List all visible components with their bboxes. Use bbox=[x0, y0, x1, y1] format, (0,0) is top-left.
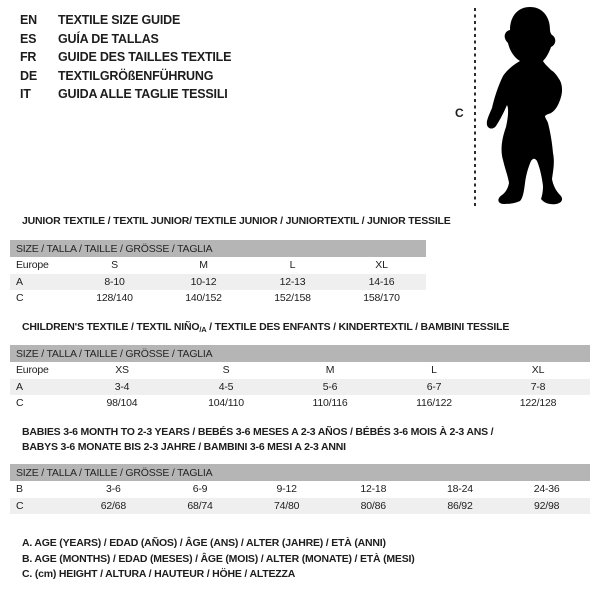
babies-title-line: BABIES 3-6 MONTH TO 2-3 YEARS / BEBÉS 3-6 MESES A 2-3 AÑOS / BÉBÉS 3-6 MOIS À 2-3 ANS / bbox=[22, 426, 494, 438]
value-cell: XS bbox=[115, 364, 129, 377]
height-dashed-line bbox=[474, 8, 476, 206]
value-cell: 5-6 bbox=[278, 379, 382, 396]
value-cell: 24-36 bbox=[533, 483, 560, 496]
row-label-cell: A bbox=[10, 274, 70, 291]
value-cell: 12-18 bbox=[360, 483, 387, 496]
size-header-cell: SIZE / TALLA / TAILLE / GRÖSSE / TAGLIA bbox=[10, 464, 590, 481]
language-code: DE bbox=[20, 68, 37, 83]
language-code: IT bbox=[20, 87, 31, 102]
height-measure-label: C bbox=[455, 106, 464, 120]
list-item bbox=[20, 67, 231, 86]
value-cell: L bbox=[431, 364, 437, 377]
guide-title: GUÍA DE TALLAS bbox=[58, 31, 159, 46]
value-cell: 80/86 bbox=[330, 498, 417, 515]
value-cell: 7-8 bbox=[486, 379, 590, 396]
table-row bbox=[10, 379, 590, 396]
row-label-cell: B bbox=[16, 483, 23, 496]
guide-title: GUIDA ALLE TAGLIE TESSILI bbox=[58, 87, 228, 102]
value-cell: 18-24 bbox=[447, 483, 473, 496]
babies-size-table bbox=[10, 464, 590, 514]
value-cell: M bbox=[199, 259, 208, 272]
children-title-part: / TEXTILE DES ENFANTS / KINDERTEXTIL / BAMBINI TESSILE bbox=[206, 321, 510, 333]
value-cell: 3-4 bbox=[70, 379, 174, 396]
value-cell: 86/92 bbox=[417, 498, 504, 515]
baby-silhouette-icon bbox=[486, 3, 596, 208]
value-cell: 128/140 bbox=[96, 292, 133, 305]
value-cell: 4-5 bbox=[174, 379, 278, 396]
value-cell: XL bbox=[375, 259, 388, 272]
value-cell: 10-12 bbox=[159, 274, 248, 291]
junior-size-table bbox=[10, 240, 426, 307]
value-cell: 158/170 bbox=[363, 292, 400, 305]
size-header-cell: SIZE / TALLA / TAILLE / GRÖSSE / TAGLIA bbox=[10, 345, 590, 362]
note-height-cm: C. (cm) HEIGHT / ALTURA / HAUTEUR / HÖHE / ALTEZZA bbox=[22, 568, 296, 581]
value-cell: 3-6 bbox=[106, 483, 121, 496]
value-cell: XL bbox=[531, 364, 545, 377]
note-age-years: A. AGE (YEARS) / EDAD (AÑOS) / ÂGE (ANS) / ALTER (JAHRE) / ETÀ (ANNI) bbox=[22, 537, 386, 549]
table-row bbox=[10, 274, 426, 291]
legend-notes bbox=[22, 536, 415, 583]
language-title-list bbox=[20, 11, 231, 104]
language-code: ES bbox=[20, 31, 37, 46]
value-cell: S bbox=[111, 259, 118, 272]
row-label-cell: Europe bbox=[16, 259, 49, 272]
value-cell: 98/104 bbox=[106, 397, 138, 410]
value-cell: 140/152 bbox=[185, 292, 222, 305]
value-cell: S bbox=[222, 364, 230, 377]
row-label-cell: C bbox=[16, 292, 24, 305]
value-cell: 9-12 bbox=[276, 483, 297, 496]
row-label-cell: C bbox=[10, 498, 70, 515]
table-row bbox=[10, 257, 426, 274]
list-item bbox=[20, 30, 231, 49]
row-label-cell: C bbox=[16, 397, 24, 410]
value-cell: 12-13 bbox=[248, 274, 337, 291]
table-row bbox=[10, 395, 590, 412]
value-cell: 68/74 bbox=[157, 498, 244, 515]
value-cell: 92/98 bbox=[503, 498, 590, 515]
value-cell: 6-7 bbox=[382, 379, 486, 396]
guide-title: TEXTILE SIZE GUIDE bbox=[58, 13, 181, 27]
size-header-cell: SIZE / TALLA / TAILLE / GRÖSSE / TAGLIA bbox=[10, 240, 426, 257]
value-cell: 6-9 bbox=[192, 483, 208, 496]
value-cell: 62/68 bbox=[70, 498, 157, 515]
list-item bbox=[20, 85, 231, 104]
children-table-title bbox=[22, 321, 509, 334]
value-cell: 110/116 bbox=[312, 397, 348, 410]
table-row bbox=[10, 240, 426, 257]
babies-table-title bbox=[22, 425, 493, 455]
value-cell: 74/80 bbox=[243, 498, 330, 515]
value-cell: 116/122 bbox=[416, 397, 452, 410]
language-code: FR bbox=[20, 50, 37, 65]
value-cell: L bbox=[289, 259, 296, 272]
row-label-cell: A bbox=[10, 379, 70, 396]
babies-title-line: BABYS 3-6 MONATE BIS 2-3 JAHRE / BAMBINI 3-6 MESI A 2-3 ANNI bbox=[22, 441, 346, 454]
junior-table-title: JUNIOR TEXTILE / TEXTIL JUNIOR/ TEXTILE JUNIOR / JUNIORTEXTIL / JUNIOR TESSILE bbox=[22, 215, 451, 227]
list-item bbox=[20, 11, 231, 30]
list-item bbox=[20, 48, 231, 67]
value-cell: 104/110 bbox=[208, 397, 244, 410]
guide-title: TEXTILGRÖßENFÜHRUNG bbox=[58, 68, 214, 83]
table-row bbox=[10, 345, 590, 362]
value-cell: M bbox=[325, 364, 335, 377]
value-cell: 14-16 bbox=[337, 274, 426, 291]
table-row bbox=[10, 362, 590, 379]
note-age-months: B. AGE (MONTHS) / EDAD (MESES) / ÂGE (MOIS) / ALTER (MONATE) / ETÀ (MESI) bbox=[22, 552, 415, 565]
table-row bbox=[10, 498, 590, 515]
children-title-part: CHILDREN'S TEXTILE / TEXTIL NIÑO bbox=[22, 321, 200, 333]
children-size-table bbox=[10, 345, 590, 412]
value-cell: 122/128 bbox=[519, 397, 557, 410]
value-cell: 8-10 bbox=[70, 274, 159, 291]
children-title-subscript: /A bbox=[199, 325, 207, 334]
row-label-cell: Europe bbox=[16, 364, 49, 377]
value-cell: 152/158 bbox=[274, 292, 311, 305]
language-code: EN bbox=[20, 13, 37, 27]
guide-title: GUIDE DES TAILLES TEXTILE bbox=[58, 50, 232, 65]
table-row bbox=[10, 464, 590, 481]
table-row bbox=[10, 481, 590, 498]
table-row bbox=[10, 290, 426, 307]
